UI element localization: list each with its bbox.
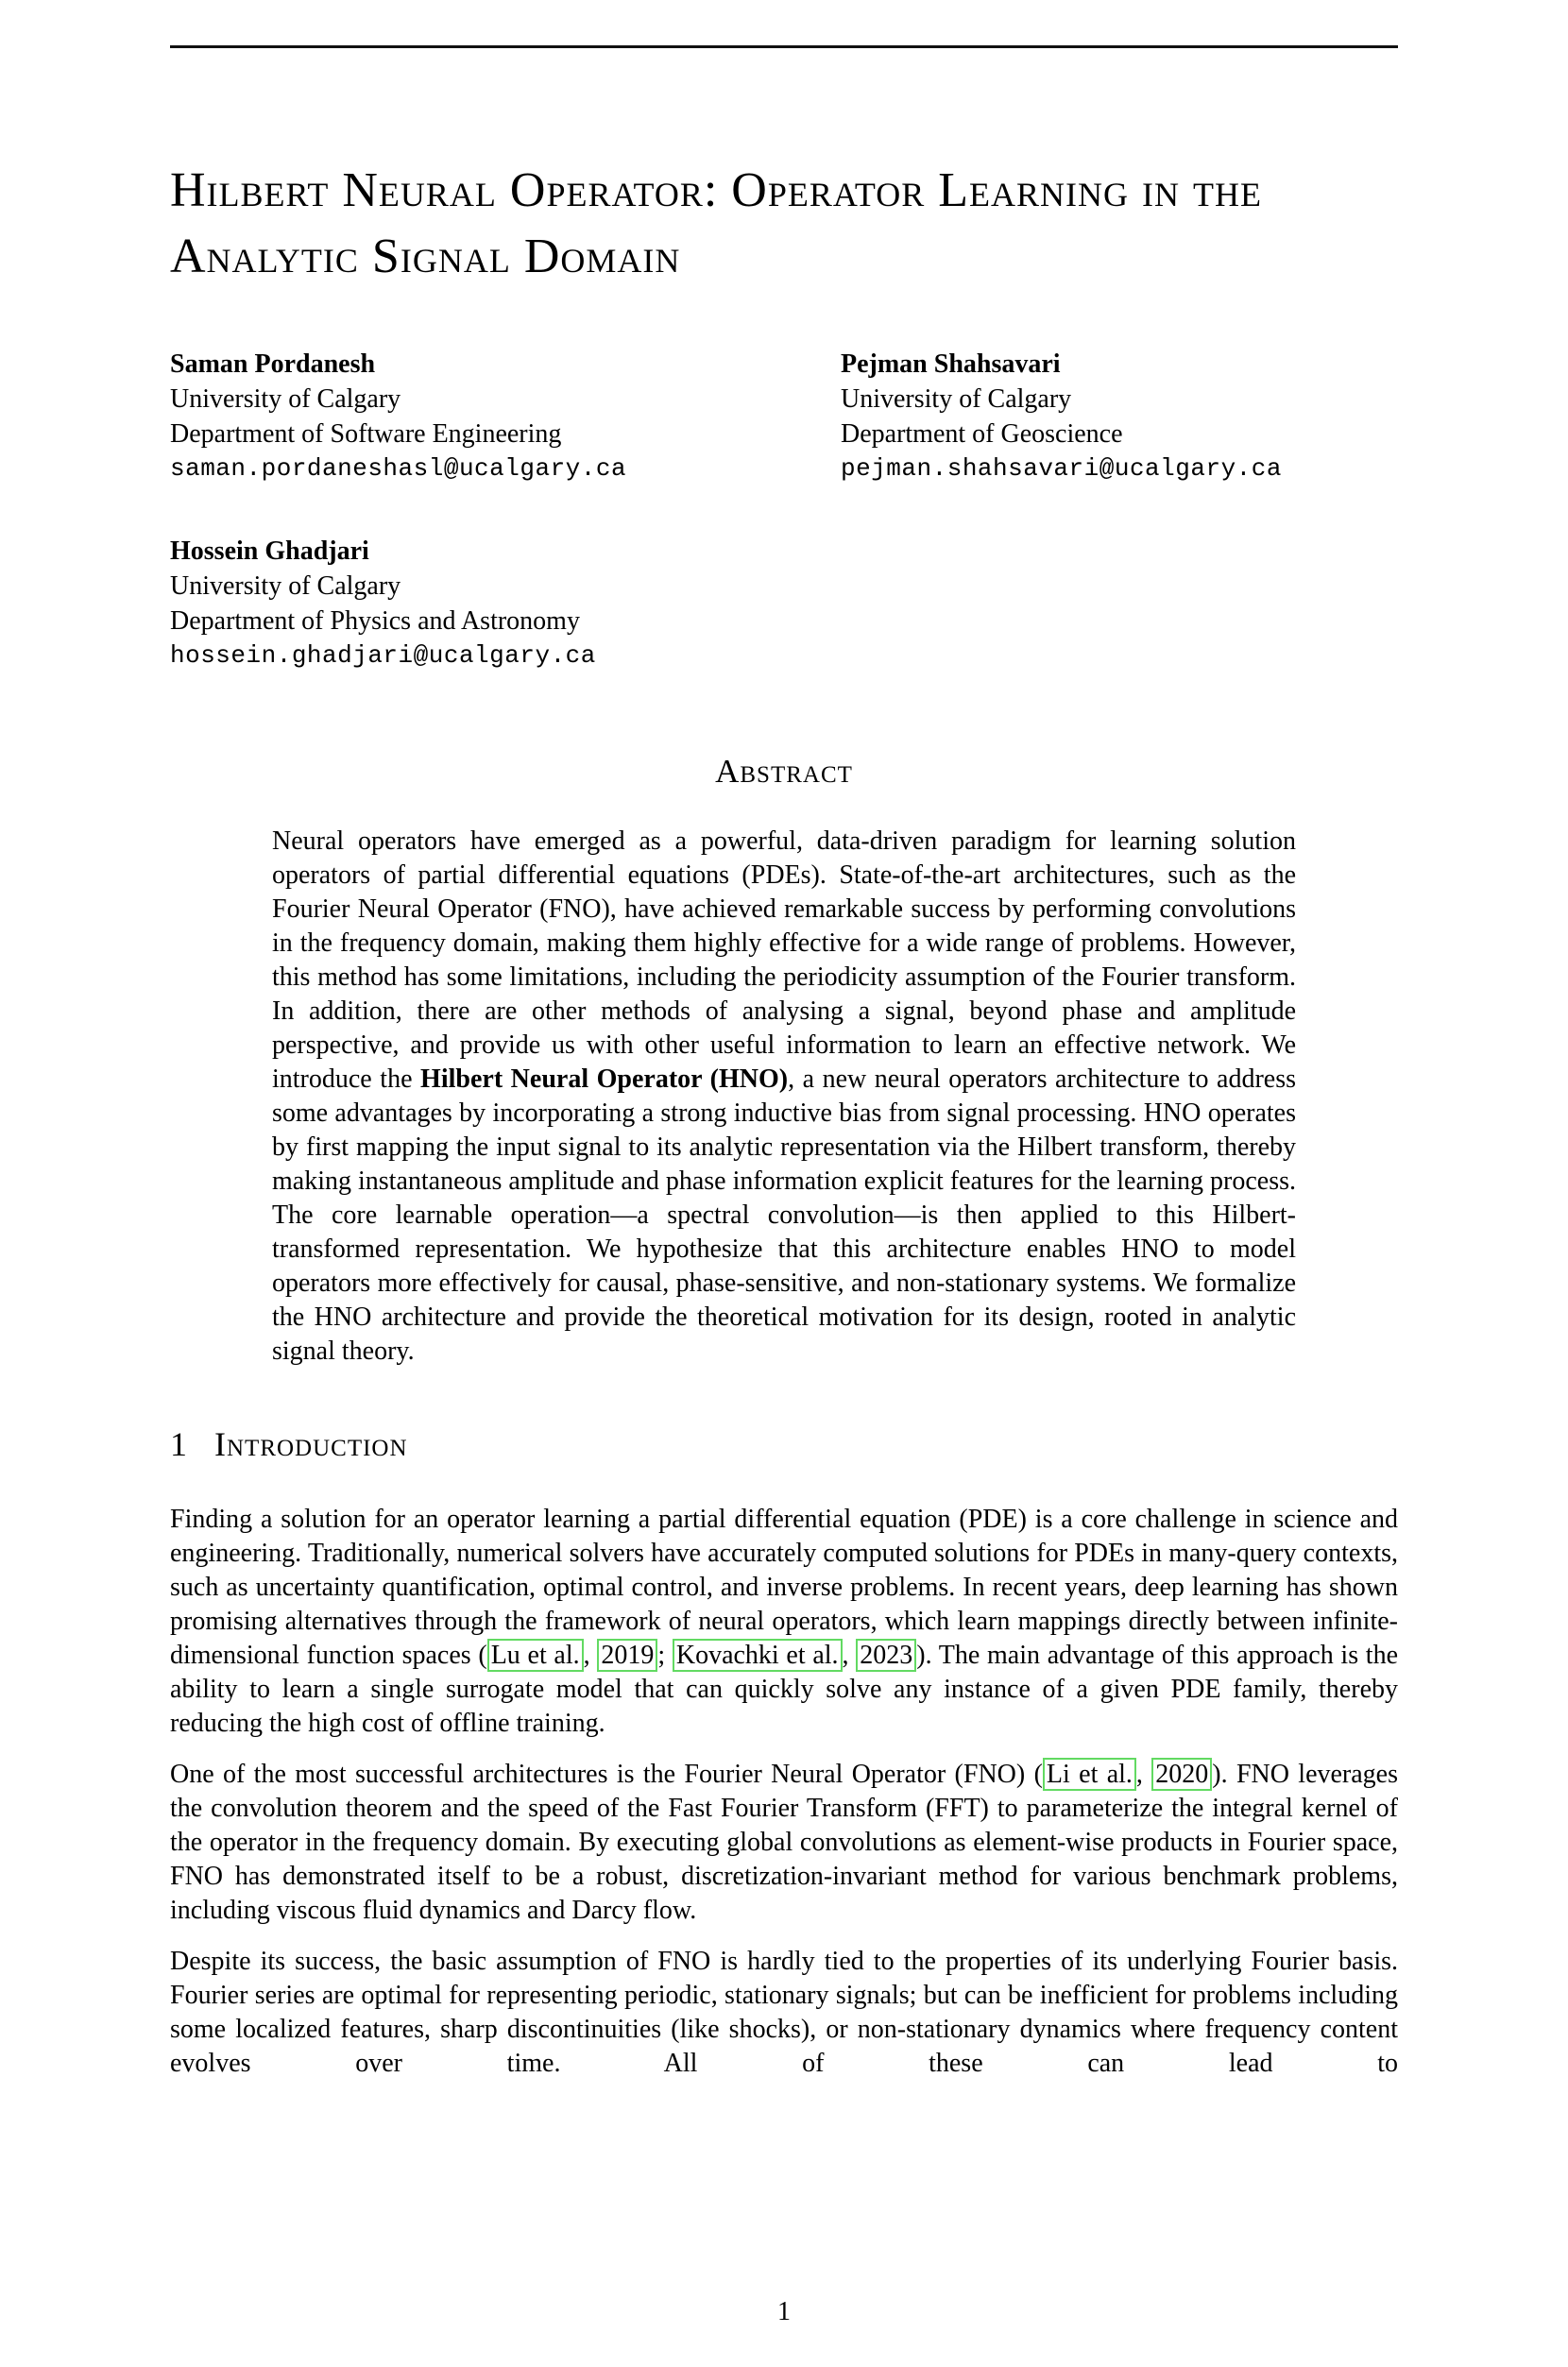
citation-link[interactable]: Li et al. — [1043, 1758, 1136, 1791]
text-segment: Neural operators have emerged as a powerful, data-driven paradigm for learning solution operators of partial differential equations (PDEs). State-of-the-art architectures, such as the Fourier Neural Operator (FNO), have achieved remarkable success by performing convolutions in the frequency domain, making them highly effective for a wide range of problems. However, this method has some limitations, including the periodicity assumption of the Fourier transform. In addition, there are other methods of analysing a signal, beyond phase and amplitude perspective, and provide us with other useful information to learn an effective network. We introduce the — [272, 826, 1296, 1094]
citation-link[interactable]: Kovachki et al. — [673, 1639, 843, 1672]
section-number: 1 — [170, 1425, 188, 1463]
text-segment: ). FNO leverages the convolution theorem and the speed of the Fast Fourier Transform (FFT) to parameterize the integral kernel of the operator in the frequency domain. By executing global convolutions as element-wise products in Fourier space, FNO has demonstrated itself to be a robust, discretization-invariant method for various benchmark problems, including viscous fluid dynamics and Darcy flow. — [170, 1760, 1399, 1925]
author-department: Department of Software Engineering — [170, 419, 562, 449]
text-segment: One of the most successful architectures is the Fourier Neural Operator (FNO) ( — [170, 1760, 1043, 1789]
text-segment: Finding a solution for an operator learning a partial differential equation (PDE) is a core challenge in science and engineering. Traditionally, numerical solvers have accurately computed solutions for PDEs in many-query contexts, such as uncertainty quantification, optimal control, and inverse problems. In recent years, deep learning has shown promising alternatives through the framework of neural operators, which learn mappings directly between infinite-dimensional function spaces ( — [170, 1505, 1398, 1670]
paper-title: Hilbert Neural Operator: Operator Learning in the Analytic Signal Domain — [170, 163, 1262, 283]
citation-link[interactable]: 2019 — [597, 1639, 657, 1672]
text-segment: Despite its success, the basic assumption of FNO is hardly tied to the properties of its underlying Fourier basis. Fourier series are optimal for representing periodic, stationary signals; but can be inefficient for problems including some localized features, sharp discontinuities (like shocks), or non-stationary dynamics where frequency content evolves over time. All of these can lead to — [170, 1947, 1398, 2078]
bold-text: Hilbert Neural Operator (HNO) — [420, 1064, 789, 1094]
paper-page — [0, 45, 1568, 2367]
text-segment: , — [1135, 1760, 1152, 1789]
author-card — [841, 347, 1398, 486]
abstract-text — [272, 825, 1296, 1369]
citation-link[interactable]: 2020 — [1151, 1758, 1212, 1791]
author-affiliation: University of Calgary — [170, 571, 401, 601]
text-segment: ; — [657, 1641, 673, 1670]
intro-paragraph-1 — [170, 1503, 1398, 1741]
author-card — [170, 534, 841, 673]
section-title: Introduction — [214, 1425, 408, 1463]
author-name: Pejman Shahsavari — [841, 349, 1061, 379]
text-segment: , — [842, 1641, 857, 1670]
author-department: Department of Geoscience — [841, 419, 1123, 449]
author-email: pejman.shahsavari@ucalgary.ca — [841, 454, 1282, 483]
page-number: 1 — [777, 2297, 791, 2326]
author-name: Saman Pordanesh — [170, 349, 376, 379]
text-segment: , a new neural operators architecture to address some advantages by incorporating a strong inductive bias from signal processing. HNO operates by first mapping the input signal to its analytic representation via the Hilbert transform, thereby making instantaneous amplitude and phase information explicit features for the learning process. The core learnable operation—a spectral convolution—is then applied to this Hilbert-transformed representation. We hypothesize that this architecture enables HNO to model operators more effectively for causal, phase-sensitive, and non-stationary systems. We formalize the HNO architecture and provide the theoretical motivation for its design, rooted in analytic signal theory. — [272, 1064, 1297, 1366]
abstract-heading: Abstract — [715, 753, 853, 790]
intro-paragraph-3 — [170, 1945, 1398, 2081]
citation-link[interactable]: 2023 — [856, 1639, 916, 1672]
intro-paragraph-2 — [170, 1758, 1398, 1928]
author-affiliation: University of Calgary — [841, 384, 1072, 414]
text-segment: ). The main advantage of this approach is the ability to learn a single surrogate model that can quickly solve any instance of a given PDE family, thereby reducing the high cost of offline training. — [170, 1641, 1399, 1738]
author-email: saman.pordaneshasl@ucalgary.ca — [170, 454, 627, 483]
author-card — [170, 347, 841, 486]
author-block — [170, 347, 1398, 673]
author-email: hossein.ghadjari@ucalgary.ca — [170, 641, 596, 670]
section-heading-introduction — [170, 1423, 1398, 1465]
author-department: Department of Physics and Astronomy — [170, 606, 580, 636]
citation-link[interactable]: Lu et al. — [487, 1639, 584, 1672]
text-segment: , — [583, 1641, 598, 1670]
header-rule — [170, 45, 1398, 48]
abstract-section — [272, 751, 1296, 1369]
author-affiliation: University of Calgary — [170, 384, 401, 414]
author-name: Hossein Ghadjari — [170, 536, 369, 566]
page-content — [170, 45, 1398, 2081]
